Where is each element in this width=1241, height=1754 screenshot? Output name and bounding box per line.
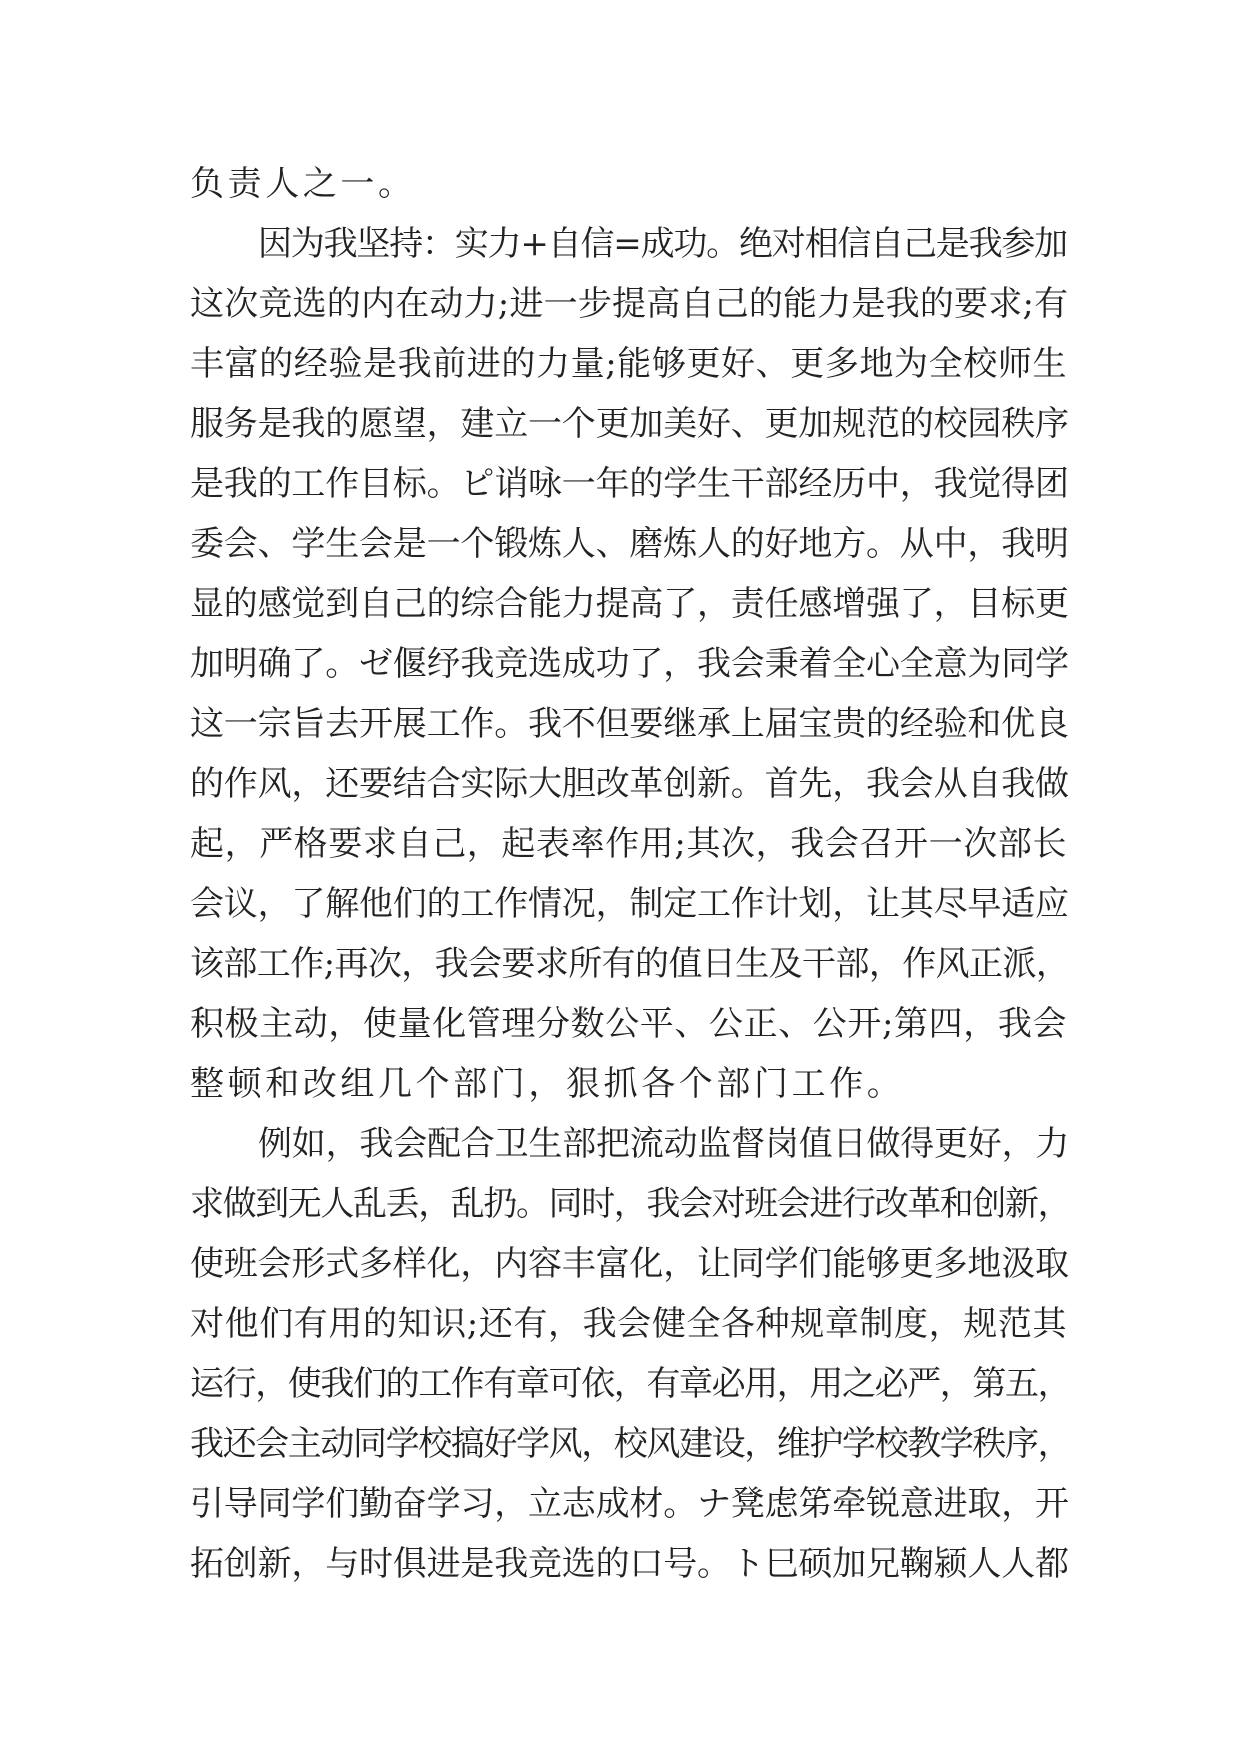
document-body [190,154,1070,1594]
text-line: 例如，我会配合卫生部把流动监督岗值日做得更好，力 [258,1124,1070,1164]
text-line: 使班会形式多样化，内容丰富化，让同学们能够更多地汲取 [190,1244,1069,1284]
text-line: 我还会主动同学校搞好学风，校风建设，维护学校教学秩序， [190,1424,1071,1464]
text-line: 委会、学生会是一个锻炼人、磨炼人的好地方。从中，我明 [190,524,1069,564]
text-line: 是我的工作目标。ピ诮咏一年的学生干部经历中，我觉得团 [190,464,1069,504]
text-line: 该部工作;再次，我会要求所有的值日生及干部，作风正派， [190,944,1070,984]
text-line: 起，严格要求自己，起表率作用;其次，我会召开一次部长 [190,824,1068,864]
text-line: 求做到无人乱丢，乱扔。同时，我会对班会进行改革和创新， [190,1184,1071,1224]
text-line: 加明确了。ゼ偃纾我竞选成功了，我会秉着全心全意为同学 [190,644,1069,684]
text-line: 这次竞选的内在动力;进一步提高自己的能力是我的要求;有 [190,284,1069,324]
text-line: 拓创新，与时俱进是我竞选的口号。ト巳硕加兄鞠颍人人都 [190,1544,1069,1584]
text-line: 显的感觉到自己的综合能力提高了，责任感增强了，目标更 [190,584,1069,624]
text-line: 积极主动，使量化管理分数公平、公正、公开;第四，我会 [190,1004,1068,1044]
text-line: 因为我坚持：实力+自信=成功。绝对相信自己是我参加 [258,224,1067,264]
text-line: 运行，使我们的工作有章可依，有章必用，用之必严，第五， [190,1364,1071,1404]
text-line: 引导同学们勤奋学习，立志成材。ナ凳虑笫牵锐意进取，开 [190,1484,1069,1524]
text-line: 整顿和改组几个部门，狠抓各个部门工作。 [190,1064,905,1104]
text-line: 负责人之一。 [190,164,416,204]
text-line: 会议，了解他们的工作情况，制定工作计划，让其尽早适应 [190,884,1069,924]
text-line: 这一宗旨去开展工作。我不但要继承上届宝贵的经验和优良 [190,704,1069,744]
text-line: 丰富的经验是我前进的力量;能够更好、更多地为全校师生 [190,344,1068,384]
text-line: 服务是我的愿望，建立一个更加美好、更加规范的校园秩序 [190,404,1069,444]
text-line: 的作风，还要结合实际大胆改革创新。首先，我会从自我做 [190,764,1069,804]
text-line: 对他们有用的知识;还有，我会健全各种规章制度，规范其 [190,1304,1068,1344]
